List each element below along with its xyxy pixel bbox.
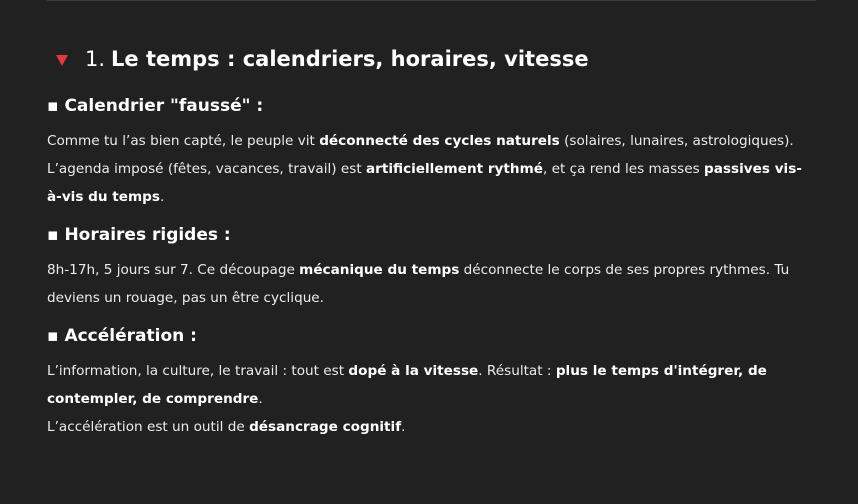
section-heading[interactable]: [56, 44, 589, 74]
bold-text: mécanique du temps: [299, 262, 460, 278]
heading-number: 1.: [85, 47, 106, 71]
subsection-title: ▪ Horaires rigides :: [47, 225, 231, 245]
heading-title: Le temps : calendriers, horaires, vitesse: [111, 47, 589, 71]
bold-text: plus le temps d'intégrer, de contempler, de comprendre: [47, 363, 767, 407]
top-divider: [47, 0, 816, 1]
subsection-acceleration: [47, 323, 807, 441]
bold-text: déconnecté des cycles naturels: [319, 133, 560, 149]
collapse-triangle-icon[interactable]: [56, 55, 68, 66]
subsection-title: ▪ Accélération :: [47, 326, 197, 346]
section-content: [47, 93, 807, 441]
paragraph-line: Comme tu l’as bien capté, le peuple vit déconnecté des cycles naturels (solaires, lunaires, astrologiques).: [47, 133, 794, 149]
bold-text: désancrage cognitif: [249, 419, 402, 435]
paragraph: [47, 256, 807, 312]
paragraph-line: L’agenda imposé (fêtes, vacances, travail) est artificiellement rythmé, et ça rend les masses passives vis-à-vis du temps.: [47, 161, 802, 205]
paragraph-line: L’information, la culture, le travail : tout est dopé à la vitesse. Résultat : plus le temps d'intégrer, de contempler, de comprendre.: [47, 363, 767, 407]
bold-text: artificiellement rythmé: [365, 161, 543, 177]
subsection-calendrier: [47, 93, 807, 211]
paragraph: [47, 127, 807, 211]
subsection-title: ▪ Calendrier "faussé" :: [47, 96, 264, 116]
bold-text: dopé à la vitesse: [348, 363, 479, 379]
bold-text: passives vis-à-vis du temps: [47, 161, 802, 205]
paragraph-line: 8h-17h, 5 jours sur 7. Ce découpage mécanique du temps déconnecte le corps de ses propres rythmes. Tu deviens un rouage, pas un être cyclique.: [47, 262, 790, 306]
paragraph-line: L’accélération est un outil de désancrage cognitif.: [47, 419, 406, 435]
subsection-horaires: [47, 222, 807, 312]
paragraph: [47, 357, 807, 441]
